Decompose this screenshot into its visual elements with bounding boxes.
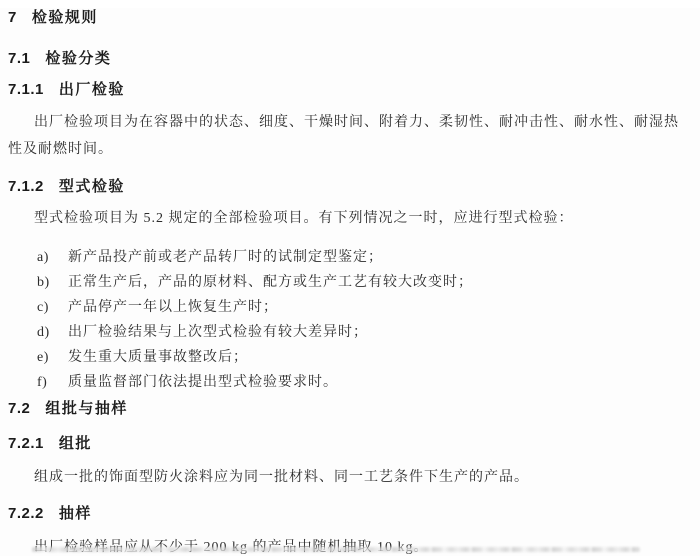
- list-item: [37, 245, 680, 270]
- list-item: [37, 295, 680, 320]
- type-inspection-condition-list: [8, 245, 680, 395]
- list-marker: c): [37, 300, 49, 315]
- list-marker: e): [37, 350, 49, 365]
- list-marker: d): [37, 325, 50, 340]
- list-marker: a): [37, 250, 49, 265]
- section-number: 7.2.1: [8, 435, 44, 452]
- list-item: [37, 270, 680, 295]
- section-title: 检验分类: [45, 50, 112, 67]
- paragraph-factory-inspection: 出厂检验项目为在容器中的状态、细度、干燥时间、附着力、柔韧性、耐冲击性、耐水性、耐湿热性及耐燃时间。: [8, 115, 679, 157]
- section-heading-7-1: [8, 49, 680, 69]
- section-heading-7: [8, 8, 680, 28]
- document-page: [0, 8, 700, 556]
- section-number: 7: [8, 9, 17, 26]
- section-heading-7-2-2: [8, 504, 680, 524]
- section-heading-7-1-1: [8, 80, 680, 100]
- section-title: 检验规则: [31, 9, 98, 26]
- list-item-text: 质量监督部门依法提出型式检验要求时。: [68, 375, 338, 390]
- section-title: 型式检验: [58, 178, 125, 195]
- list-item: [37, 345, 680, 370]
- section-heading-7-1-2: [8, 177, 680, 197]
- section-number: 7.1.2: [8, 178, 44, 195]
- list-item-text: 产品停产一年以上恢复生产时；: [68, 300, 278, 315]
- section-title: 组批与抽样: [45, 400, 128, 417]
- paragraph-batching: 组成一批的饰面型防火涂料应为同一批材料、同一工艺条件下生产的产品。: [34, 470, 529, 485]
- list-item-text: 发生重大质量事故整改后；: [68, 350, 248, 365]
- paragraph-type-inspection-intro: 型式检验项目为 5.2 规定的全部检验项目。有下列情况之一时，应进行型式检验：: [34, 211, 574, 226]
- section-title: 抽样: [58, 505, 92, 522]
- section-number: 7.2.2: [8, 505, 44, 522]
- list-marker: f): [37, 375, 48, 390]
- section-number: 7.2: [8, 400, 31, 417]
- list-item-text: 新产品投产前或老产品转厂时的试制定型鉴定；: [68, 250, 383, 265]
- section-heading-7-2: [8, 399, 680, 419]
- section-number: 7.1: [8, 50, 31, 67]
- list-item-text: 出厂检验结果与上次型式检验有较大差异时；: [68, 325, 368, 340]
- list-item-text: 正常生产后，产品的原材料、配方或生产工艺有较大改变时；: [68, 275, 473, 290]
- section-title: 组批: [58, 435, 92, 452]
- list-marker: b): [37, 275, 50, 290]
- section-heading-7-2-1: [8, 434, 680, 454]
- section-title: 出厂检验: [58, 81, 125, 98]
- section-number: 7.1.1: [8, 81, 44, 98]
- list-item: [37, 320, 680, 345]
- list-item: [37, 370, 680, 395]
